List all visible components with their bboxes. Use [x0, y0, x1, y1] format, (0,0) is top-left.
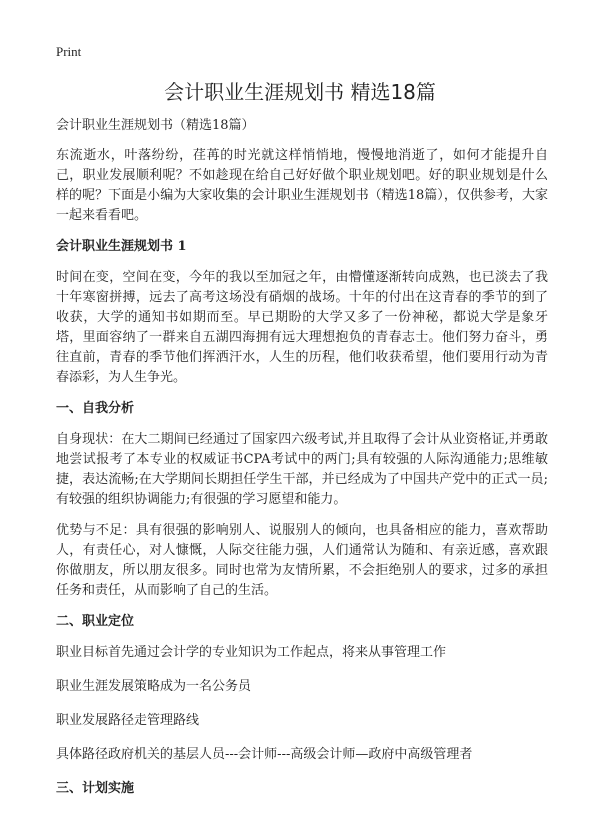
career-strategy-line: 职业生涯发展策略成为一名公务员 [56, 679, 252, 694]
heading-career-position: 二、职业定位 [56, 614, 135, 629]
heading-plan: 三、计划实施 [56, 781, 135, 796]
career-path-line: 职业发展路径走管理路线 [56, 713, 200, 728]
heading-self-analysis: 一、自我分析 [56, 401, 135, 416]
page-title: 会计职业生涯规划书 精选18篇 [164, 80, 436, 104]
print-link[interactable]: Print [56, 44, 82, 59]
section1-paragraph: 时间在变，空间在变，今年的我以至加冠之年，由懵懂逐渐转向成熟，也已淡去了我十年寒窗拼搏，远去了高考这场没有硝烟的战场。十年的付出在这青春的季节的到了收获，大学的通知书如期而至。早已期盼的大学又多了一份神秘，都说大学是象牙塔，里面容纳了一群来自五湖四海拥有远大理想抱负的青春志士。他们努力奋斗，勇往直前，青春的季节他们挥洒汗水，人生的历程，他们收获希望，他们要用行动为青春添彩，为人生争光。 [56, 270, 548, 385]
intro-paragraph: 东流逝水，叶落纷纷，荏苒的时光就这样悄悄地，慢慢地消逝了，如何才能提升自己，职业发展顺利呢？不如趁现在给自己好好做个职业规划吧。好的职业规划是什么样的呢？下面是小编为大家收集的会计职业生涯规划书（精选18篇），仅供参考，大家一起来看看吧。 [56, 148, 548, 223]
self-status-paragraph: 自身现状：在大二期间已经通过了国家四六级考试,并且取得了会计从业资格证,并勇敢地尝试报考了本专业的权威证书CPA考试中的两门;具有较强的人际沟通能力;思维敏捷，表达流畅;在大学期间长期担任学生干部，并已经成为了中国共产党中的正式一员;有较强的组织协调能力;有很强的学习愿望和能力。 [56, 432, 548, 507]
career-route-line: 具体路径政府机关的基层人员---会计师---高级会计师—政府中高级管理者 [56, 747, 473, 762]
section-heading-1: 会计职业生涯规划书 1 [56, 239, 187, 254]
career-goal-line: 职业目标首先通过会计学的专业知识为工作起点，将来从事管理工作 [56, 645, 447, 660]
pros-cons-paragraph: 优势与不足：具有很强的影响别人、说服别人的倾向，也具备相应的能力，喜欢帮助人，有责任心，对人慷慨，人际交往能力强，人们通常认为随和、有亲近感，喜欢跟你做朋友，所以朋友很多。同时也常为友情所累，不会拒绝别人的要求，过多的承担任务和责任，从而影响了自己的生活。 [56, 523, 548, 598]
article-subtitle: 会计职业生涯规划书（精选18篇） [56, 118, 255, 133]
article-body [56, 116, 548, 810]
